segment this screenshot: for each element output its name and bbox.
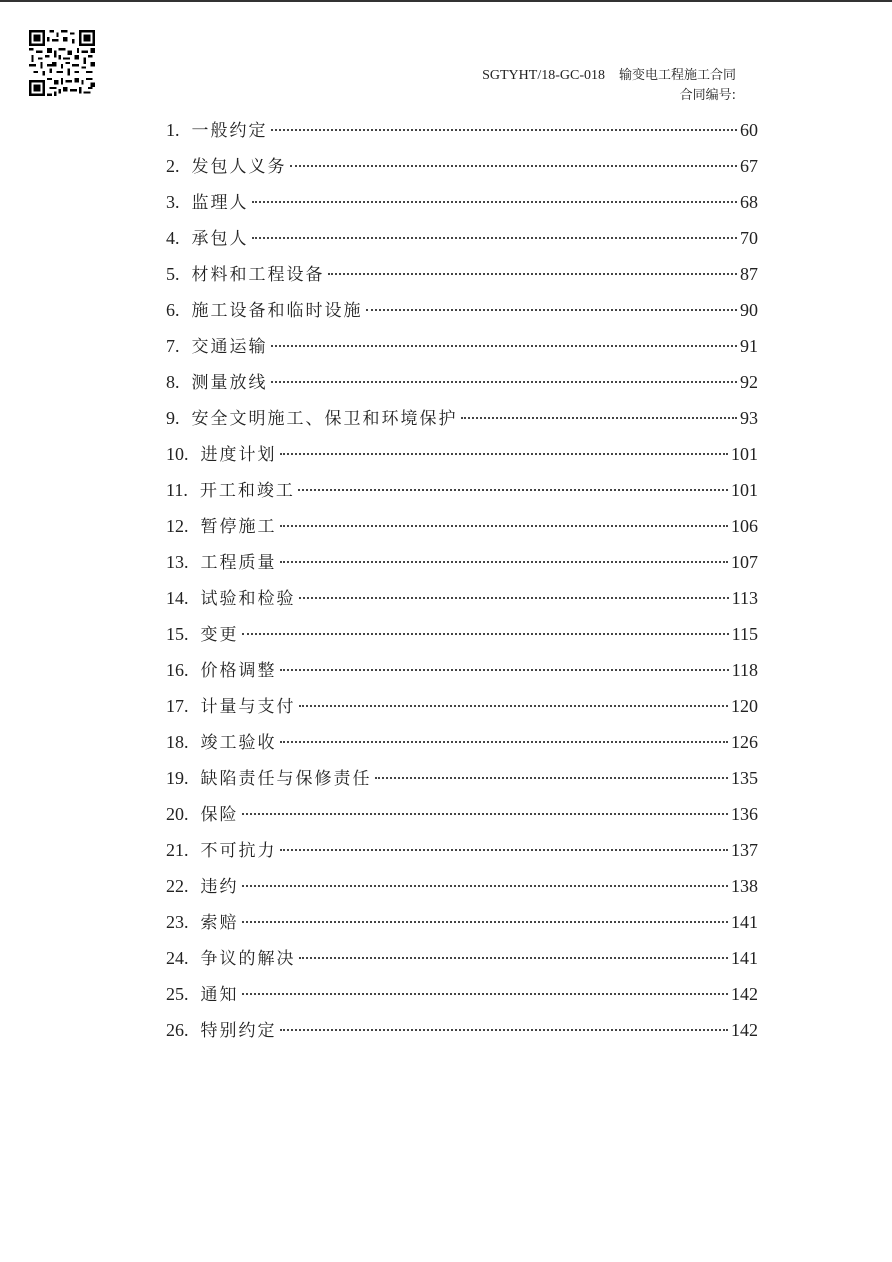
toc-dot-leader (290, 165, 738, 167)
qr-code-icon (29, 30, 95, 96)
toc-entry[interactable] (166, 658, 758, 694)
toc-entry-page-number: 142 (731, 984, 758, 1004)
toc-entry-title: 通知 (200, 985, 239, 1005)
toc-dot-leader (328, 273, 738, 275)
toc-entry-number: 19. (166, 768, 189, 788)
toc-dot-leader (280, 741, 729, 743)
toc-entry-title: 特别约定 (200, 1021, 277, 1041)
toc-entry[interactable] (166, 874, 758, 910)
toc-entry-page-number: 87 (740, 264, 758, 284)
toc-entry-number: 17. (166, 696, 189, 716)
contract-number-label: 合同编号: (679, 88, 736, 103)
toc-entry-number: 4. (166, 228, 180, 248)
toc-entry[interactable] (166, 442, 758, 478)
toc-entry-number: 22. (166, 876, 189, 896)
toc-entry-title: 工程质量 (200, 553, 277, 573)
toc-entry[interactable] (166, 766, 758, 802)
toc-dot-leader (299, 957, 729, 959)
toc-entry-page-number: 90 (740, 300, 758, 320)
toc-dot-leader (299, 597, 729, 599)
toc-dot-leader (242, 813, 729, 815)
toc-entry-title: 承包人 (191, 229, 249, 249)
toc-dot-leader (242, 885, 729, 887)
toc-entry-title: 竣工验收 (200, 733, 277, 753)
toc-entry-number: 9. (166, 408, 180, 428)
toc-entry-page-number: 107 (731, 552, 758, 572)
toc-entry-number: 2. (166, 156, 180, 176)
toc-entry-title: 变更 (200, 625, 239, 645)
toc-dot-leader (461, 417, 738, 419)
toc-entry-title: 违约 (200, 877, 239, 897)
toc-dot-leader (242, 993, 729, 995)
toc-entry-page-number: 92 (740, 372, 758, 392)
toc-entry-page-number: 70 (740, 228, 758, 248)
toc-entry-title: 暂停施工 (200, 517, 277, 537)
header-code-line (482, 66, 736, 86)
toc-entry-number: 24. (166, 948, 189, 968)
toc-entry-page-number: 135 (731, 768, 758, 788)
toc-dot-leader (280, 849, 729, 851)
toc-entry-page-number: 93 (740, 408, 758, 428)
toc-entry-page-number: 120 (731, 696, 758, 716)
toc-entry[interactable] (166, 478, 758, 514)
toc-entry-number: 11. (166, 480, 188, 500)
toc-dot-leader (280, 1029, 729, 1031)
toc-entry-number: 3. (166, 192, 180, 212)
toc-entry-title: 试验和检验 (200, 589, 296, 609)
toc-entry-page-number: 101 (731, 444, 758, 464)
toc-entry-page-number: 138 (731, 876, 758, 896)
toc-entry-number: 12. (166, 516, 189, 536)
toc-dot-leader (242, 633, 729, 635)
toc-entry-page-number: 106 (731, 516, 758, 536)
toc-entry-title: 安全文明施工、保卫和环境保护 (191, 409, 458, 429)
document-title: 输变电工程施工合同 (618, 68, 736, 83)
toc-entry-number: 5. (166, 264, 180, 284)
toc-entry[interactable] (166, 694, 758, 730)
toc-entry-title: 计量与支付 (200, 697, 296, 717)
toc-entry-number: 20. (166, 804, 189, 824)
toc-dot-leader (252, 237, 738, 239)
toc-entry-title: 施工设备和临时设施 (191, 301, 363, 321)
toc-entry-number: 18. (166, 732, 189, 752)
toc-entry-page-number: 141 (731, 948, 758, 968)
toc-entry-number: 7. (166, 336, 180, 356)
toc-entry-number: 16. (166, 660, 189, 680)
toc-entry-title: 材料和工程设备 (191, 265, 325, 285)
toc-entry-page-number: 91 (740, 336, 758, 356)
toc-entry-title: 一般约定 (191, 121, 268, 141)
toc-entry-number: 15. (166, 624, 189, 644)
toc-entry-page-number: 67 (740, 156, 758, 176)
toc-entry-page-number: 101 (731, 480, 758, 500)
toc-entry-number: 13. (166, 552, 189, 572)
toc-entry-page-number: 126 (731, 732, 758, 752)
toc-entry[interactable] (166, 586, 758, 622)
toc-entry-title: 监理人 (191, 193, 249, 213)
toc-entry-title: 开工和竣工 (199, 481, 295, 501)
toc-entry-title: 缺陷责任与保修责任 (200, 769, 372, 789)
toc-entry[interactable] (166, 730, 758, 766)
toc-entry-page-number: 136 (731, 804, 758, 824)
toc-entry-title: 发包人义务 (191, 157, 287, 177)
toc-dot-leader (280, 525, 729, 527)
toc-entry[interactable] (166, 118, 758, 154)
toc-entry-title: 测量放线 (191, 373, 268, 393)
toc-entry[interactable] (166, 514, 758, 550)
toc-dot-leader (299, 705, 729, 707)
toc-dot-leader (271, 381, 738, 383)
toc-dot-leader (271, 345, 738, 347)
toc-entry[interactable] (166, 298, 758, 334)
toc-entry-title: 索赔 (200, 913, 239, 933)
toc-entry[interactable] (166, 262, 758, 298)
toc-entry-title: 价格调整 (200, 661, 277, 681)
toc-entry[interactable] (166, 946, 758, 982)
toc-entry-number: 14. (166, 588, 189, 608)
toc-entry-number: 21. (166, 840, 189, 860)
toc-entry-title: 进度计划 (200, 445, 277, 465)
toc-entry[interactable] (166, 802, 758, 838)
document-header (482, 66, 736, 106)
toc-entry[interactable] (166, 334, 758, 370)
toc-entry[interactable] (166, 1018, 758, 1054)
toc-entry[interactable] (166, 226, 758, 262)
toc-dot-leader (366, 309, 738, 311)
toc-entry-page-number: 142 (731, 1020, 758, 1040)
toc-entry-page-number: 137 (731, 840, 758, 860)
toc-entry-number: 8. (166, 372, 180, 392)
top-border-rule (0, 0, 892, 2)
toc-dot-leader (298, 489, 728, 491)
toc-entry-page-number: 115 (731, 624, 758, 644)
toc-entry-number: 10. (166, 444, 189, 464)
toc-dot-leader (280, 453, 729, 455)
table-of-contents (166, 118, 758, 1054)
toc-entry-number: 26. (166, 1020, 189, 1040)
toc-dot-leader (252, 201, 738, 203)
toc-entry-number: 1. (166, 120, 180, 140)
toc-entry[interactable] (166, 910, 758, 946)
toc-entry-title: 不可抗力 (200, 841, 277, 861)
toc-entry[interactable] (166, 190, 758, 226)
toc-entry-number: 23. (166, 912, 189, 932)
toc-entry-number: 25. (166, 984, 189, 1004)
toc-entry[interactable] (166, 622, 758, 658)
toc-entry[interactable] (166, 370, 758, 406)
toc-entry[interactable] (166, 550, 758, 586)
document-code: SGTYHT/18-GC-018 (482, 68, 605, 83)
toc-entry[interactable] (166, 154, 758, 190)
toc-entry-page-number: 60 (740, 120, 758, 140)
toc-entry-title: 争议的解决 (200, 949, 296, 969)
toc-entry[interactable] (166, 406, 758, 442)
toc-entry-title: 交通运输 (191, 337, 268, 357)
toc-entry-page-number: 118 (731, 660, 758, 680)
toc-entry-title: 保险 (200, 805, 239, 825)
toc-dot-leader (280, 561, 729, 563)
toc-dot-leader (280, 669, 729, 671)
toc-entry-page-number: 141 (731, 912, 758, 932)
toc-entry[interactable] (166, 838, 758, 874)
toc-entry[interactable] (166, 982, 758, 1018)
toc-dot-leader (242, 921, 729, 923)
toc-entry-page-number: 113 (731, 588, 758, 608)
toc-dot-leader (271, 129, 738, 131)
toc-entry-number: 6. (166, 300, 180, 320)
toc-dot-leader (375, 777, 729, 779)
toc-entry-page-number: 68 (740, 192, 758, 212)
